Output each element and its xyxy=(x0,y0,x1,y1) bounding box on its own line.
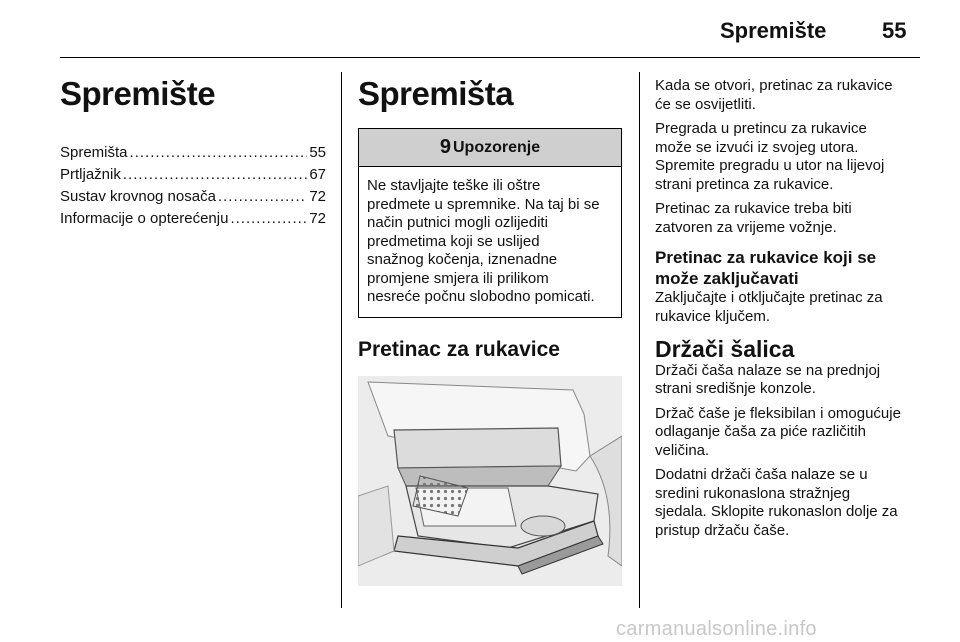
warning-line: snažnog kočenja, iznenadne xyxy=(367,251,558,268)
header-rule xyxy=(60,57,920,58)
text-line: Držači čaša nalaze se na prednjoj xyxy=(655,361,881,379)
warning-line: način putnici mogli ozlijediti xyxy=(367,214,548,231)
chapter-title: Spremište xyxy=(60,75,216,112)
toc-leader xyxy=(218,188,307,205)
lockable-glovebox-heading xyxy=(655,247,925,289)
warning-icon: 9 xyxy=(439,136,451,158)
column-divider-right xyxy=(639,72,640,608)
table-of-contents xyxy=(60,144,326,232)
warning-line: Ne stavljajte teške ili oštre xyxy=(367,177,541,194)
cup-holders-heading: Držači šalica xyxy=(655,336,795,362)
text-line: Spremite pregradu u utor na lijevoj xyxy=(655,157,885,174)
warning-header xyxy=(359,129,621,167)
paragraph xyxy=(655,120,925,194)
text-line: Zaključajte i otključajte pretinac za xyxy=(655,289,883,306)
glovebox-illustration xyxy=(358,376,622,586)
section-title: Spremišta xyxy=(358,75,514,112)
heading-line: može zaključavati xyxy=(655,269,799,288)
text-column xyxy=(655,77,925,546)
paragraph xyxy=(655,200,925,237)
watermark: carmanualsonline.info xyxy=(616,618,817,640)
text-line: strani pretinca za rukavice. xyxy=(655,175,834,193)
toc-item[interactable] xyxy=(60,210,326,232)
toc-leader xyxy=(123,166,307,183)
warning-line: predmetima koji se uslijed xyxy=(367,232,540,250)
header-title: Spremište xyxy=(720,18,827,43)
warning-text xyxy=(359,167,621,317)
toc-label: Prtljažnik xyxy=(60,166,121,183)
text-line: sredini rukonaslona stražnjeg xyxy=(655,484,851,502)
text-line: rukavice ključem. xyxy=(655,307,771,325)
column-divider-left xyxy=(341,72,342,608)
text-line: odlaganje čaša za piće različitih xyxy=(655,423,866,440)
glovebox-drawing xyxy=(358,376,622,586)
toc-page: 72 xyxy=(309,188,326,205)
glovebox-heading: Pretinac za rukavice xyxy=(358,337,560,361)
page-number: 55 xyxy=(882,18,907,43)
text-line: će se osvijetliti. xyxy=(655,95,756,113)
toc-label: Spremišta xyxy=(60,144,128,161)
toc-leader xyxy=(230,210,307,227)
toc-label: Informacije o opterećenju xyxy=(60,210,229,227)
paragraph xyxy=(655,466,925,540)
toc-label: Sustav krovnog nosača xyxy=(60,188,216,205)
paragraph xyxy=(655,405,925,461)
paragraph xyxy=(655,77,925,114)
text-line: pristup držaču čaše. xyxy=(655,521,790,539)
text-line: zatvoren za vrijeme vožnje. xyxy=(655,218,837,236)
toc-page: 55 xyxy=(309,144,326,161)
paragraph xyxy=(655,289,925,326)
toc-leader xyxy=(130,144,308,161)
text-line: Pretinac za rukavice treba biti xyxy=(655,200,852,217)
storage-column xyxy=(358,75,622,586)
text-line: Držač čaše je fleksibilan i omogućuje xyxy=(655,404,901,422)
text-line: strani središnje konzole. xyxy=(655,380,816,397)
text-line: sjedala. Sklopite rukonaslon dolje za xyxy=(655,503,898,520)
chapter-column xyxy=(60,75,326,232)
toc-item[interactable] xyxy=(60,166,326,188)
heading-line: Pretinac za rukavice koji se xyxy=(655,248,877,267)
warning-heading: Upozorenje xyxy=(453,138,541,156)
toc-page: 72 xyxy=(309,210,326,227)
toc-item[interactable] xyxy=(60,144,326,166)
toc-item[interactable] xyxy=(60,188,326,210)
text-line: veličina. xyxy=(655,441,710,459)
text-line: Kada se otvori, pretinac za rukavice xyxy=(655,77,893,94)
warning-box xyxy=(358,128,622,318)
text-line: Dodatni držači čaša nalaze se u xyxy=(655,466,868,483)
warning-line: promjene smjera ili prilikom xyxy=(367,269,549,287)
text-line: može se izvući iz svojeg utora. xyxy=(655,138,859,156)
warning-line: predmete u spremnike. Na taj bi se xyxy=(367,195,600,213)
toc-page: 67 xyxy=(309,166,326,183)
text-line: Pregrada u pretincu za rukavice xyxy=(655,120,867,137)
paragraph xyxy=(655,362,925,399)
warning-line: nesreće počnu slobodno pomicati. xyxy=(367,288,595,305)
